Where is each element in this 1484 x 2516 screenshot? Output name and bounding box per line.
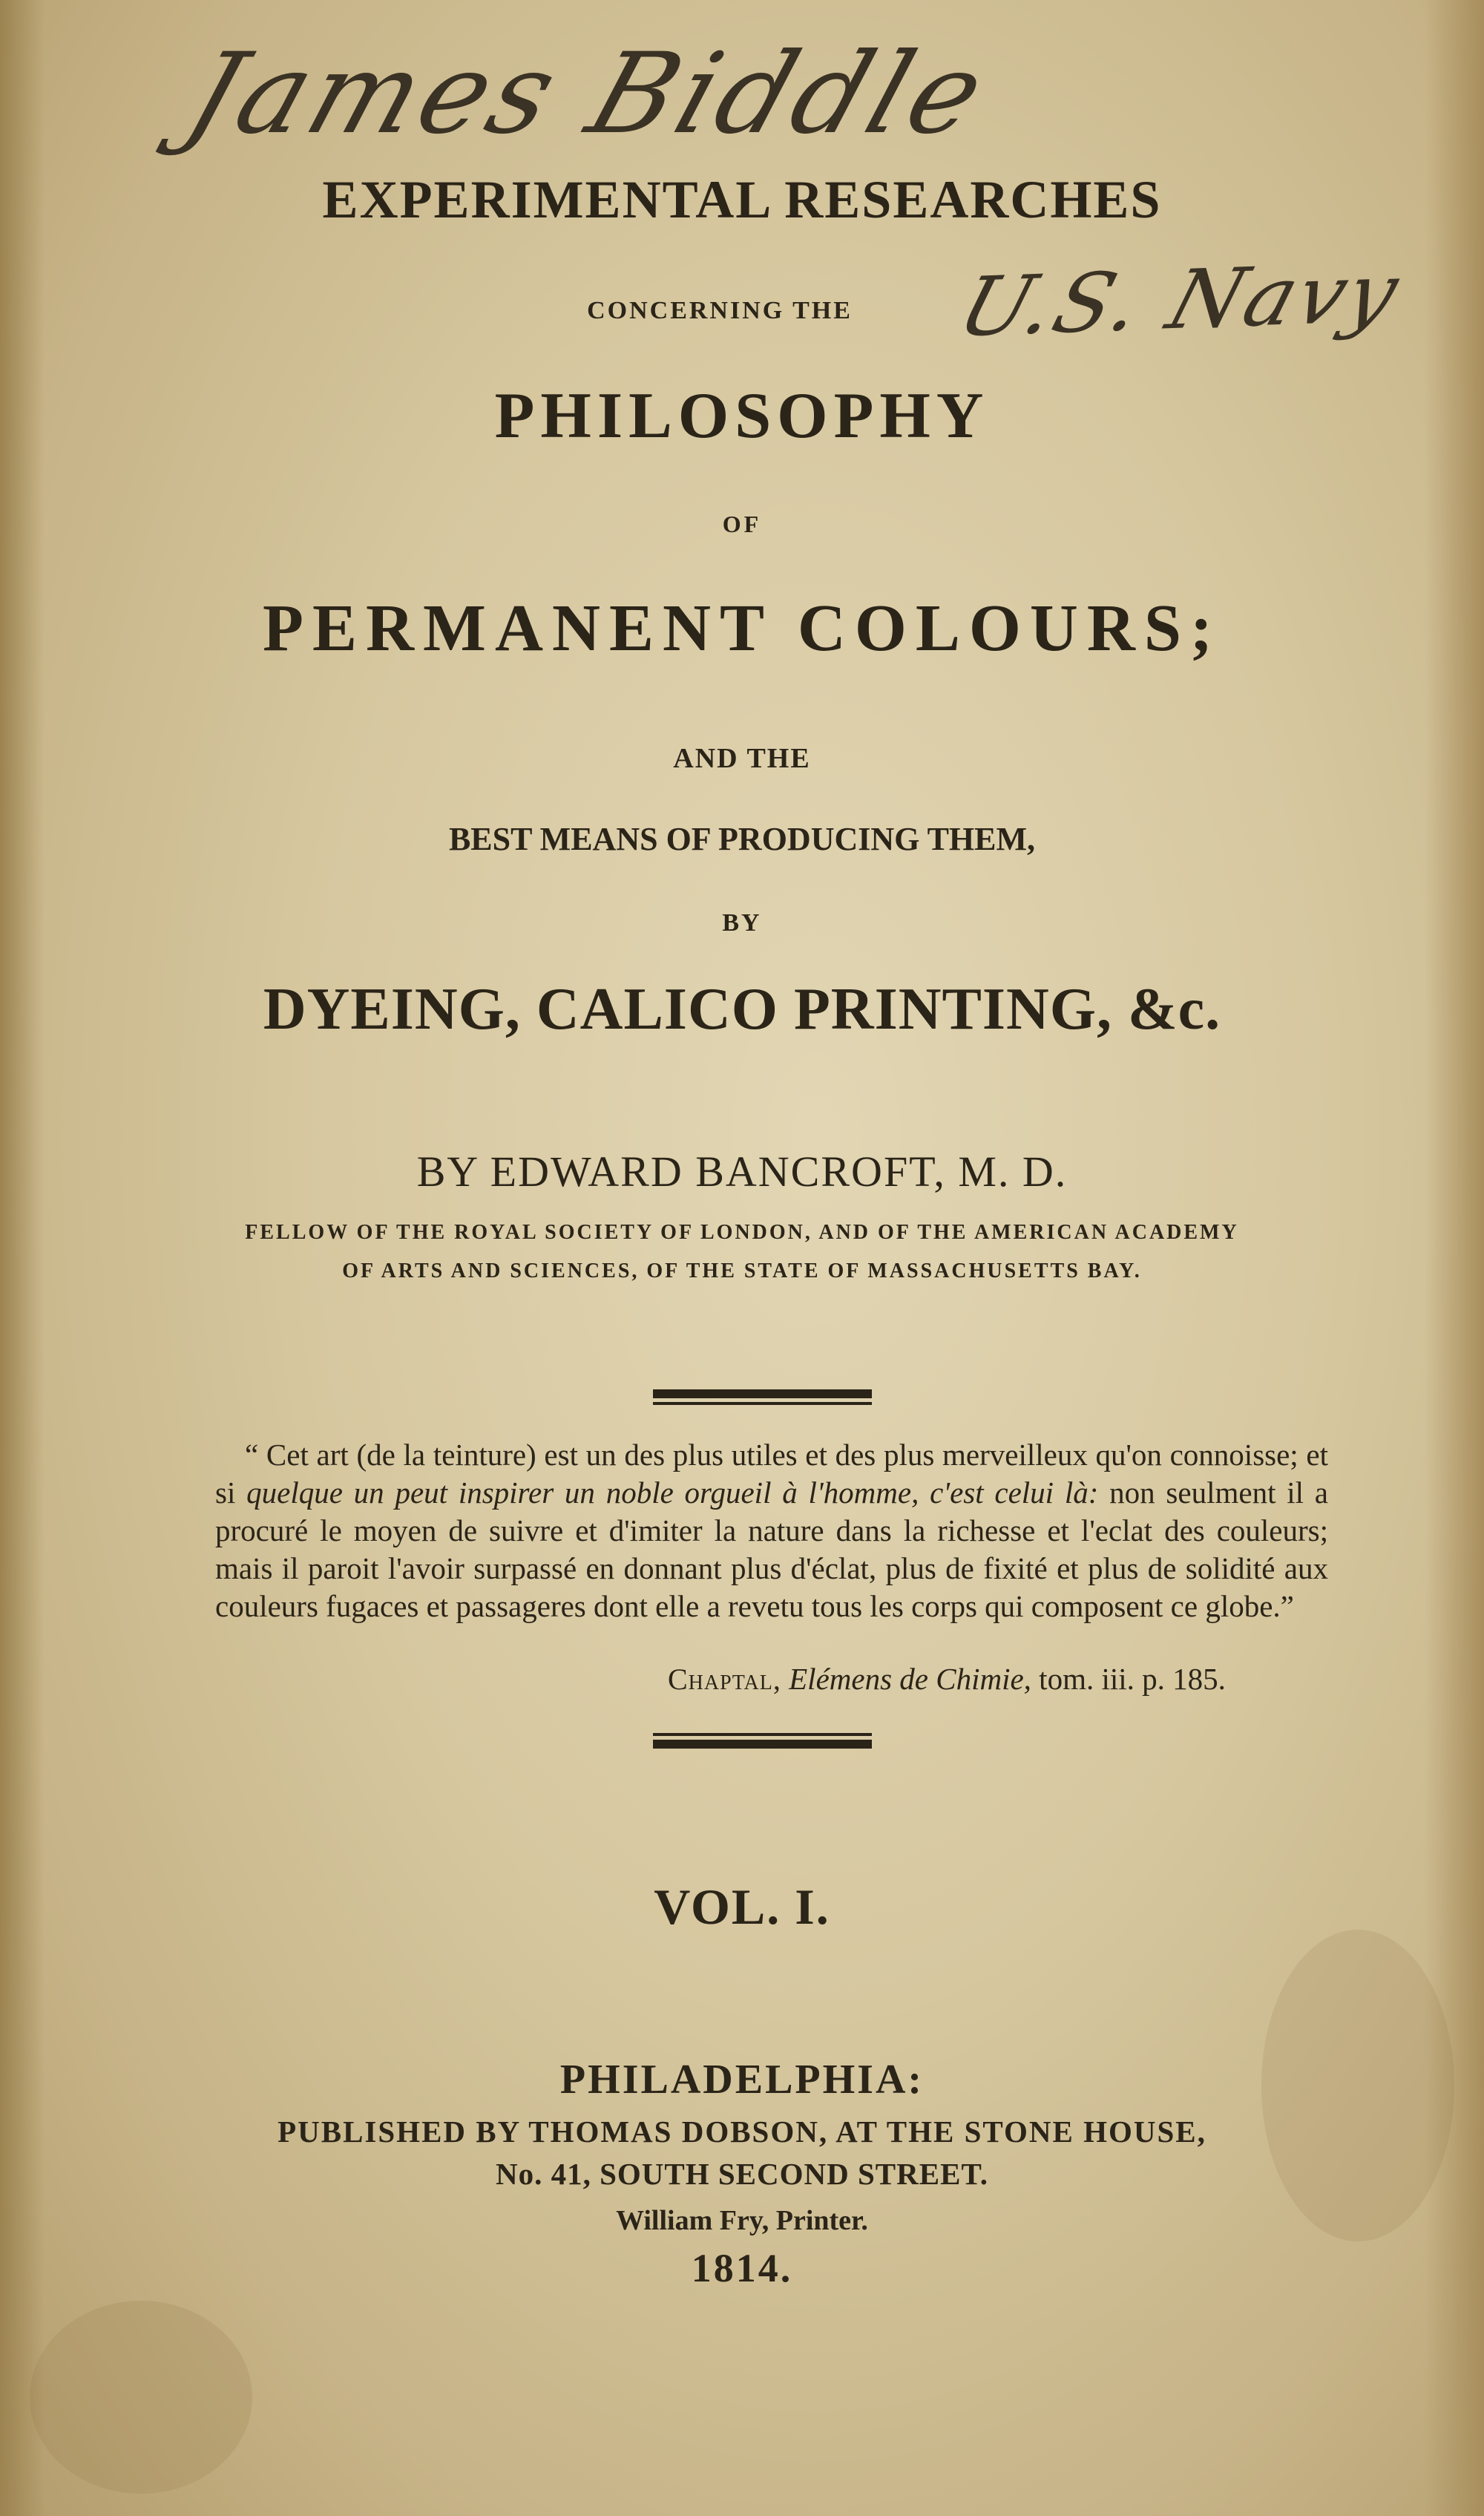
epigraph-text-1: “ Cet art (de la teinture) est un des plus utiles et des plus merveilleux qu'on connoisse; et si [215, 1438, 1328, 1510]
divider-rule-bottom [653, 1733, 872, 1749]
epigraph-quote [215, 1436, 1328, 1625]
title-line-9: DYEING, CALICO PRINTING, &c. [263, 977, 1221, 1042]
signature-inscription: James Biddle [171, 30, 1004, 159]
title-line-8: BY [722, 909, 762, 937]
rank-inscription: U.S. Navy [948, 244, 1412, 356]
imprint-printer: William Fry, Printer. [616, 2205, 868, 2236]
title-line-1: EXPERIMENTAL RESEARCHES [322, 170, 1162, 229]
imprint-city: PHILADELPHIA: [559, 2057, 925, 2103]
epigraph-italic: quelque un peut inspirer un noble orgueil à l'homme, c'est celui là: [246, 1475, 1099, 1510]
citation-ref: tom. iii. p. 185. [1039, 1662, 1226, 1696]
epigraph-text-2: non seulment il a procuré le moyen de suivre et d'imiter la nature dans la richesse et l'eclat des couleurs; mais il paroit l'avoir surpassé en donnant plus d'éclat, plus de fixité et plus de solidité aux couleurs fugaces et passageres dont elle a revetu tous les corps qui composent ce globe.” [215, 1475, 1328, 1623]
citation-work: Elémens de Chimie, [789, 1662, 1031, 1696]
volume-number: VOL. I. [654, 1878, 830, 1935]
title-line-3: PHILOSOPHY [494, 380, 990, 452]
divider-rule-top [653, 1389, 872, 1405]
title-line-4: OF [722, 511, 762, 537]
author-byline: BY EDWARD BANCROFT, M. D. [416, 1147, 1068, 1196]
title-line-7: BEST MEANS OF PRODUCING THEM, [448, 821, 1036, 857]
epigraph-citation [668, 1661, 1226, 1697]
title-line-5: PERMANENT COLOURS; [263, 592, 1221, 665]
imprint-address: No. 41, SOUTH SECOND STREET. [495, 2157, 989, 2191]
imprint-year: 1814. [691, 2246, 793, 2290]
imprint-publisher: PUBLISHED BY THOMAS DOBSON, AT THE STONE HOUSE, [278, 2114, 1206, 2149]
author-affiliation-2: OF ARTS AND SCIENCES, OF THE STATE OF MASSACHUSETTS BAY. [342, 1259, 1142, 1282]
title-line-6: AND THE [673, 743, 811, 774]
foxing-stain [30, 2301, 252, 2494]
author-affiliation-1: FELLOW OF THE ROYAL SOCIETY OF LONDON, AND OF THE AMERICAN ACADEMY [245, 1221, 1239, 1244]
title-line-2: CONCERNING THE [587, 297, 853, 324]
citation-author: Chaptal, [668, 1662, 781, 1696]
